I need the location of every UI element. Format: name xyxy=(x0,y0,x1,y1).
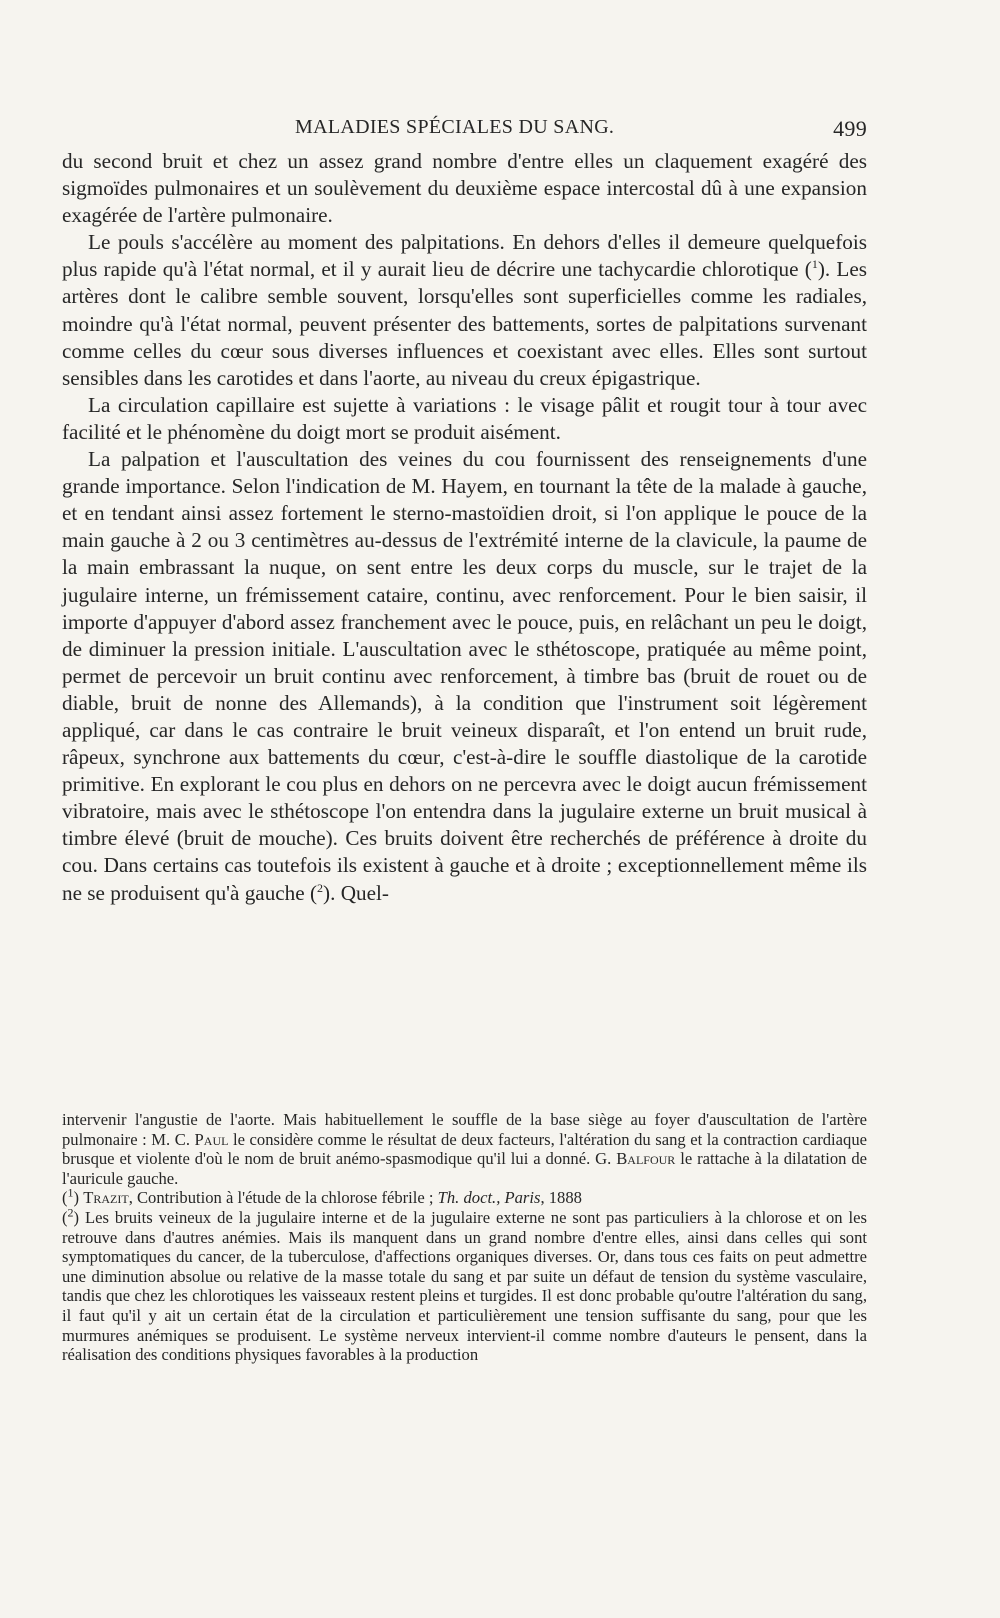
paragraph-text: Le pouls s'accélère au moment des palpitations. En dehors d'elles il demeure quelquefois plus rapide qu'à l'état normal, et il y aurait lieu de décrire une tachycardie chlorotique ( xyxy=(62,230,867,282)
footnote-continued xyxy=(62,1110,867,1188)
paragraph-continued: du second bruit et chez un assez grand nombre d'entre elles un claquement exagéré des sigmoïdes pulmonaires et un soulèvement du deuxième espace intercostal dû à une expansion exagérée de l'artère pulmonaire. xyxy=(62,149,867,228)
footnote-ref-1: 1 xyxy=(811,257,818,272)
paragraph-capillary: La circulation capillaire est sujette à variations : le visage pâlit et rougit tour à tour avec facilité et le phénomène du doigt mort se produit aisément. xyxy=(62,392,867,444)
author-name: Balfour xyxy=(616,1149,676,1169)
footnote-text: le considère comme le résultat de deux facteurs, l'altération du sang et la contraction cardiaque brusque et violente d'où le nom de bruit anémo-spasmodique qu'il lui a donné. G. xyxy=(62,1129,867,1169)
author-name: Paul xyxy=(194,1129,229,1149)
paragraph-text: ). Quel- xyxy=(323,880,389,905)
footnote-mark: 2 xyxy=(67,1205,74,1220)
footnotes xyxy=(62,1110,867,1365)
footnote-text: le rattache à la dilatation de l'auricule gauche. xyxy=(62,1149,868,1188)
page-number: 499 xyxy=(833,116,867,141)
page-header xyxy=(62,112,867,144)
citation-source: Th. doct., Paris xyxy=(437,1188,541,1208)
footnote-text: Les bruits veineux de la jugulaire interne et de la jugulaire externe ne sont pas particuliers à la chlorose et on les retrouve dans d'autres anémies. Mais ils manquent dans un grand nombre d'entre elles, ainsi dans celles qui sont symptomatiques du cancer, de la tuberculose, d'affections organiques diverses. Or, dans tous ces faits on peut admettre une diminution absolue ou relative de la masse totale du sang et par suite un défaut de tension du système vasculaire, tandis que chez les chlorotiques les vaisseaux restent pleins et turgides. Il est donc probable qu'outre l'altération du sang, il faut qu'il y ait un certain état de la circulation et particulièrement une tension suffisante du sang, pour que les murmures anémiques se produisent. Le système nerveux intervient-il comme nombre d'auteurs le pensent, dans la réalisation des conditions physiques favorables à la production xyxy=(62,1207,867,1365)
paragraph-pulse xyxy=(62,229,867,392)
paragraph-text: ). Les artères dont le calibre semble souvent, lorsqu'elles sont superficielles comme les radiales, moindre qu'à l'état normal, peuvent présenter des battements, sortes de palpitations survenant comme celles du cœur sous diverses influences et coexistant avec elles. Elles sont surtout sensibles dans les carotides et dans l'aorte, au niveau du creux épigastrique. xyxy=(62,257,867,390)
paragraph-text: La palpation et l'auscultation des veines du cou fournissent des renseignements d'une grande importance. Selon l'indication de M. Hayem, en tournant la tête de la malade à gauche, et en tendant ainsi assez fortement le sterno-mastoïdien droit, si l'on applique le pouce de la main gauche à 2 ou 3 centimètres au-dessus de l'extrémité interne de la clavicule, la paume de la main embrassant la nuque, on sent entre les deux corps du muscle, sur le trajet de la jugulaire interne, un frémissement cataire, continu, avec renforcement. Pour le bien saisir, il importe d'appuyer d'abord assez franchement avec le pouce, puis, en relâchant un peu le doigt, de diminuer la pression initiale. L'auscultation avec le sthétoscope, pratiquée au même point, permet de percevoir un bruit continu avec renforcement, à timbre bas (bruit de rouet ou de diable, bruit de nonne des Allemands), à la condition que l'instrument soit légèrement appliqué, car dans le cas contraire le bruit veineux disparaît, et l'on entend un bruit rude, râpeux, synchrone aux battements du cœur, c'est-à-dire le souffle diastolique de la carotide primitive. En explorant le cou plus en dehors on ne percevra avec le doigt aucun frémissement vibratoire, mais avec le sthétoscope l'on entendra dans la jugulaire externe un bruit musical à timbre élevé (bruit de mouche). Ces bruits doivent être recherchés de préférence à droite du cou. Dans certains cas toutefois ils existent à gauche et à droite ; exceptionnellement même ils ne se produisent qu'à gauche ( xyxy=(62,447,867,905)
footnote-text: , Contribution à l'étude de la chlorose fébrile ; xyxy=(128,1188,438,1208)
running-title: MALADIES SPÉCIALES DU SANG. xyxy=(295,116,615,138)
footnote-2: ($^2$) Les bruits veineux de la jugulaire interne et de la jugulaire externe ne sont pas particuliers à la chlorose et on les retrouve dans d'autres anémies. Mais ils manquent dans un grand nombre d'entre elles, ainsi dans celles qui sont symptomatiques du cancer, de la tuberculose, d'affections organiques diverses. Or, dans tous ces faits on peut admettre une diminution absolue ou relative de la masse totale du sang et par suite un défaut de tension du système vasculaire, tandis que chez les chlorotiques les vaisseaux restent pleins et turgides. Il est donc probable qu'outre l'altération du sang, il faut qu'il y ait un certain état de la circulation et particulièrement une tension suffisante du sang, pour que les murmures anémiques se produisent. Le système nerveux intervient-il comme nombre d'auteurs le pensent, dans la réalisation des conditions physiques favorables à la production xyxy=(62,1205,867,1365)
footnote-mark: 1 xyxy=(67,1185,74,1200)
paragraph-veins xyxy=(62,446,867,907)
author-name: Trazit xyxy=(83,1188,129,1208)
footnote-ref-2: 2 xyxy=(317,880,324,895)
footnote-text: , 1888 xyxy=(540,1188,582,1208)
main-text xyxy=(62,148,867,907)
footnote-text: intervenir l'angustie de l'aorte. Mais habituellement le souffle de la base siège au foyer d'auscultation de l'artère pulmonaire : M. C. xyxy=(62,1110,867,1149)
footnote-1: ($^1$) Trazit, Contribution à l'étude de la chlorose fébrile ; Th. doct., Paris, 1888 xyxy=(62,1185,582,1208)
